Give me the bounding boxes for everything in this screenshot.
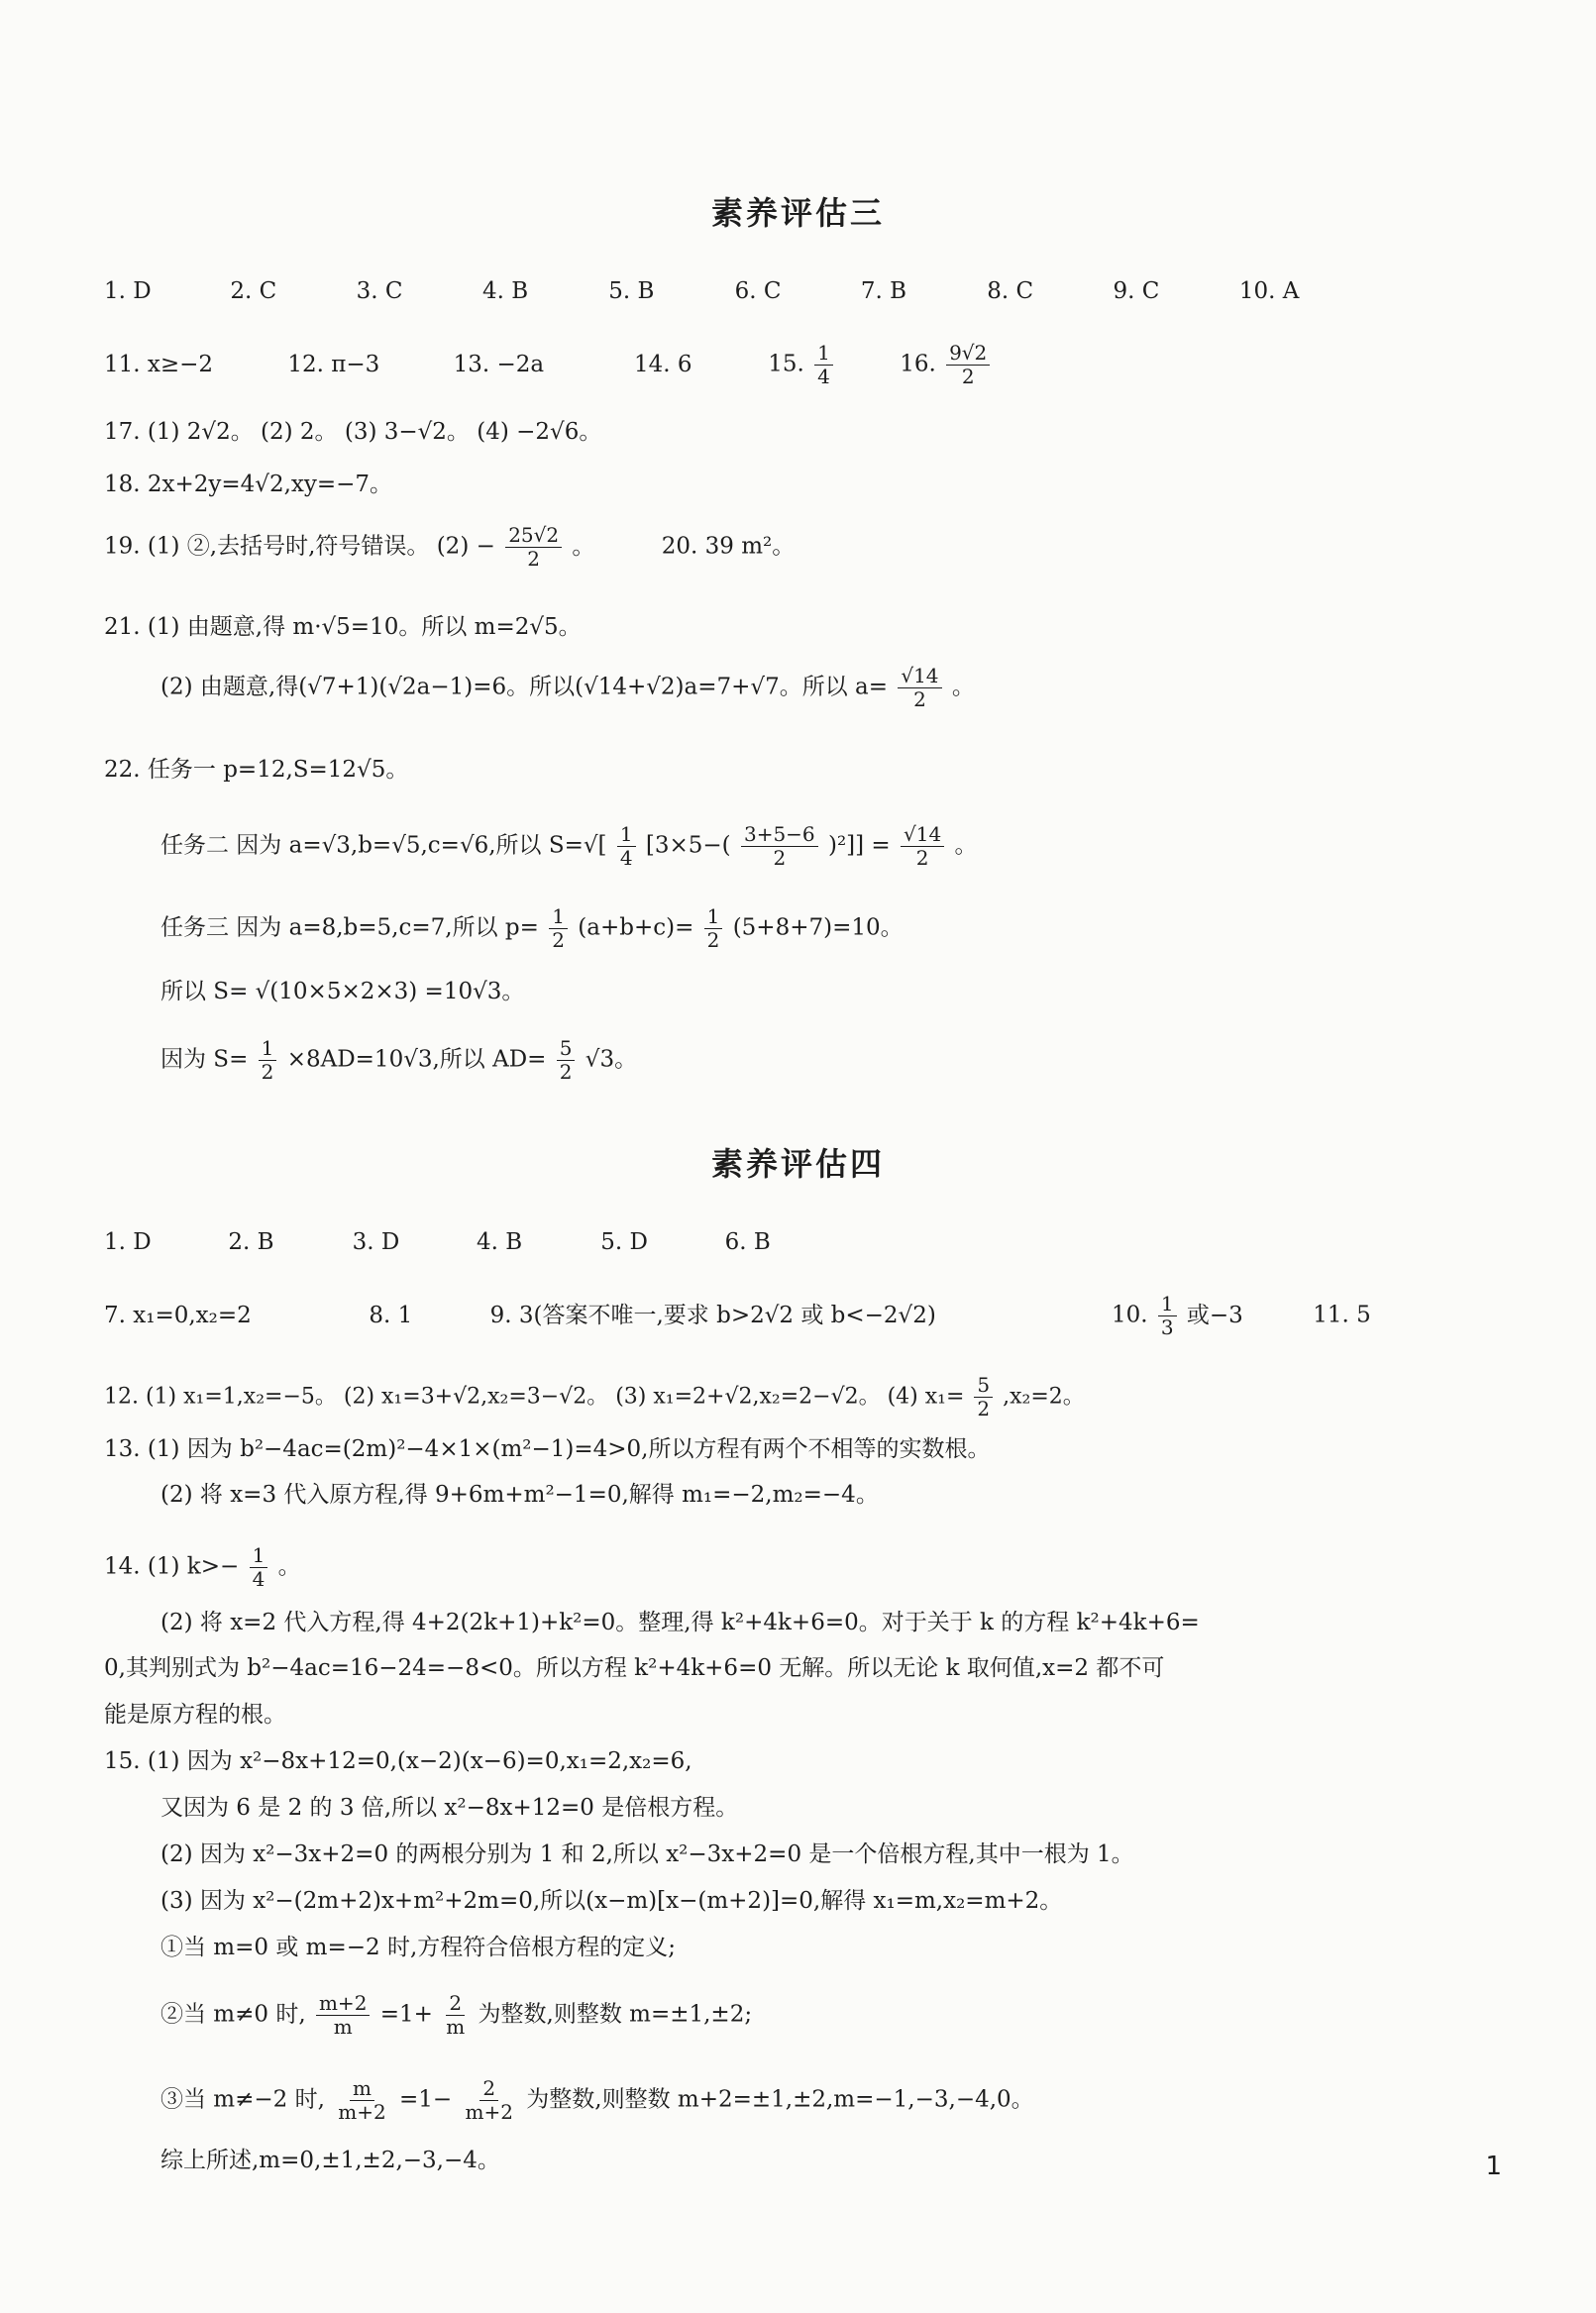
answer-13-part1: 13. (1) 因为 b²−4ac=(2m)²−4×1×(m²−1)=4>0,所以方程有两个不相等的实数根。 bbox=[104, 1436, 991, 1462]
numerator: 1 bbox=[617, 824, 636, 847]
case3-fraction-b bbox=[463, 2078, 516, 2123]
denominator: 2 bbox=[977, 1397, 991, 1420]
denominator: 4 bbox=[252, 1567, 266, 1591]
denominator: m+2 bbox=[338, 2100, 386, 2124]
answer-14-part2-line1: (2) 将 x=2 代入方程,得 4+2(2k+1)+k²=0。整理,得 k²+4k+6=0。对于关于 k 的方程 k²+4k+6= bbox=[160, 1610, 1200, 1635]
numerator: 25√2 bbox=[505, 525, 562, 548]
answer-9: 9. 3(答案不唯一,要求 b>2√2 或 b<−2√2) bbox=[489, 1302, 936, 1328]
answer-15-case3 bbox=[160, 2078, 1034, 2123]
answer-14-part2-line3: 能是原方程的根。 bbox=[104, 1702, 286, 1728]
denominator: m bbox=[333, 2015, 353, 2039]
answer-7: 7. x₁=0,x₂=2 bbox=[104, 1302, 252, 1328]
answer-11: 11. 5 bbox=[1313, 1302, 1371, 1328]
task2-fraction-result bbox=[901, 824, 944, 869]
section-4-mcq-answers bbox=[104, 1231, 771, 1254]
denominator: 4 bbox=[619, 846, 633, 870]
mcq-answer: 1. D bbox=[104, 278, 152, 304]
answer-21-part2 bbox=[160, 666, 975, 710]
answer-19-text: 19. (1) ②,去括号时,符号错误。 (2) − bbox=[104, 533, 495, 560]
mcq-answer: 5. D bbox=[600, 1229, 648, 1255]
answer-17: 17. (1) 2√2。 (2) 2。 (3) 3−√2。 (4) −2√6。 bbox=[104, 419, 602, 445]
denominator: 3 bbox=[1160, 1315, 1174, 1339]
task3-end: (5+8+7)=10。 bbox=[732, 914, 904, 941]
section-3-mcq-answers bbox=[104, 280, 1299, 303]
numerator: 3+5−6 bbox=[741, 824, 818, 847]
numerator: √14 bbox=[898, 666, 941, 688]
answer-11: 11. x≥−2 bbox=[104, 351, 214, 377]
answer-22-area: 所以 S= √(10×5×2×3) =10√3。 bbox=[160, 979, 525, 1004]
numerator: 1 bbox=[814, 343, 833, 366]
answer-22-task2 bbox=[160, 824, 978, 869]
answer-15-fraction bbox=[814, 343, 833, 387]
mcq-answer: 4. B bbox=[476, 1229, 523, 1255]
mcq-answer: 8. C bbox=[987, 278, 1034, 304]
section-3-title: 素养评估三 bbox=[710, 194, 885, 232]
numerator: m+2 bbox=[316, 1993, 370, 2016]
denominator: 2 bbox=[706, 928, 720, 952]
numerator: m bbox=[350, 2078, 374, 2101]
answer-10-end: 或−3 bbox=[1186, 1302, 1243, 1328]
answer-12: 12. π−3 bbox=[287, 351, 380, 377]
case2-text: ②当 m≠0 时, bbox=[160, 2001, 306, 2028]
section-4-fill-answers bbox=[104, 1294, 1371, 1338]
answer-12-text: 12. (1) x₁=1,x₂=−5。 (2) x₁=3+√2,x₂=3−√2。 (3) x₁=2+√2,x₂=2−√2。 (4) x₁= bbox=[104, 1384, 965, 1410]
ad-text: 因为 S= bbox=[160, 1046, 249, 1073]
denominator: 4 bbox=[817, 365, 830, 388]
numerator: 2 bbox=[446, 1993, 465, 2016]
mcq-answer: 6. B bbox=[724, 1229, 771, 1255]
denominator: 2 bbox=[915, 846, 929, 870]
section-3-fill-answers bbox=[104, 343, 993, 387]
answer-12-fraction bbox=[974, 1375, 993, 1419]
answer-15-case1: ①当 m=0 或 m=−2 时,方程符合倍根方程的定义; bbox=[160, 1935, 677, 1960]
answer-15-summary: 综上所述,m=0,±1,±2,−3,−4。 bbox=[160, 2148, 500, 2173]
denominator: 2 bbox=[913, 687, 926, 711]
answer-8: 8. 1 bbox=[369, 1302, 413, 1328]
mcq-answer: 1. D bbox=[104, 1229, 152, 1255]
ad-middle: ×8AD=10√3,所以 AD= bbox=[286, 1046, 547, 1073]
task2-fraction-quarter bbox=[617, 824, 636, 869]
answer-15-part2: (2) 因为 x²−3x+2=0 的两根分别为 1 和 2,所以 x²−3x+2=0 是一个倍根方程,其中一根为 1。 bbox=[160, 1841, 1134, 1867]
section-4-title: 素养评估四 bbox=[710, 1145, 885, 1183]
answer-12 bbox=[104, 1375, 1085, 1419]
mcq-answer: 6. C bbox=[734, 278, 782, 304]
answer-14-part2-line2: 0,其判别式为 b²−4ac=16−24=−8<0。所以方程 k²+4k+6=0 无解。所以无论 k 取何值,x=2 都不可 bbox=[104, 1655, 1165, 1681]
numerator: 2 bbox=[479, 2078, 498, 2101]
numerator: 1 bbox=[549, 906, 568, 929]
numerator: 1 bbox=[1158, 1294, 1177, 1316]
denominator: 2 bbox=[961, 365, 975, 388]
case3-fraction-a bbox=[335, 2078, 388, 2123]
mcq-answer: 2. B bbox=[228, 1229, 274, 1255]
ad-fraction-a bbox=[259, 1038, 277, 1083]
case2-fraction-a bbox=[316, 1993, 370, 2038]
answer-21-part2-text: (2) 由题意,得(√7+1)(√2a−1)=6。所以(√14+√2)a=7+√7。所以 a= bbox=[160, 674, 889, 700]
case2-fraction-b bbox=[443, 1993, 468, 2038]
denominator: m bbox=[446, 2015, 466, 2039]
answer-14-part1 bbox=[104, 1545, 301, 1590]
numerator: 1 bbox=[704, 906, 723, 929]
answer-21-fraction bbox=[898, 666, 941, 710]
numerator: 1 bbox=[259, 1038, 277, 1061]
answer-19-end: 。 bbox=[572, 533, 595, 560]
task3-middle: (a+b+c)= bbox=[578, 914, 694, 941]
mcq-answer: 3. C bbox=[356, 278, 403, 304]
answer-22-task3 bbox=[160, 906, 904, 951]
answer-14: 14. 6 bbox=[633, 351, 692, 377]
mcq-answer: 10. A bbox=[1238, 278, 1300, 304]
task3-text: 任务三 因为 a=8,b=5,c=7,所以 p= bbox=[160, 914, 539, 941]
numerator: √14 bbox=[901, 824, 944, 847]
answer-15-label: 15. bbox=[768, 351, 804, 377]
mcq-answer: 7. B bbox=[860, 278, 907, 304]
task3-fraction-a bbox=[549, 906, 568, 951]
denominator: 2 bbox=[559, 1060, 573, 1084]
task2-end: 。 bbox=[954, 832, 978, 859]
answer-16-fraction bbox=[946, 343, 990, 387]
denominator: m+2 bbox=[465, 2100, 513, 2124]
answer-20: 20. 39 m²。 bbox=[661, 533, 796, 560]
ad-end: √3。 bbox=[585, 1046, 638, 1073]
numerator: 9√2 bbox=[946, 343, 990, 366]
ad-fraction-b bbox=[557, 1038, 576, 1083]
task2-text: 任务二 因为 a=√3,b=√5,c=√6,所以 S=√[ bbox=[160, 832, 607, 859]
answer-10-fraction bbox=[1158, 1294, 1177, 1338]
mcq-answer: 9. C bbox=[1113, 278, 1160, 304]
denominator: 2 bbox=[261, 1060, 274, 1084]
case3-end: 为整数,则整数 m+2=±1,±2,m=−1,−3,−4,0。 bbox=[526, 2086, 1034, 2113]
answer-14-text: 14. (1) k>− bbox=[104, 1553, 240, 1580]
mcq-answer: 3. D bbox=[352, 1229, 400, 1255]
answer-12-end: ,x₂=2。 bbox=[1003, 1384, 1085, 1410]
task2-bracket: [3×5−( bbox=[645, 832, 731, 859]
answer-21-part1: 21. (1) 由题意,得 m·√5=10。所以 m=2√5。 bbox=[104, 614, 582, 640]
case3-middle: =1− bbox=[399, 2086, 453, 2113]
answer-22-ad bbox=[160, 1038, 637, 1083]
numerator: 1 bbox=[250, 1545, 268, 1568]
answer-22-task1: 22. 任务一 p=12,S=12√5。 bbox=[104, 757, 409, 783]
answer-14-fraction bbox=[250, 1545, 268, 1590]
answer-10-label: 10. bbox=[1111, 1302, 1148, 1328]
task2-bracket-close: )²]] = bbox=[827, 832, 891, 859]
answer-16-label: 16. bbox=[900, 351, 936, 377]
answer-13: 13. −2a bbox=[453, 351, 545, 377]
answer-21-end: 。 bbox=[951, 674, 975, 700]
denominator: 2 bbox=[527, 547, 541, 571]
case3-text: ③当 m≠−2 时, bbox=[160, 2086, 325, 2113]
task3-fraction-b bbox=[704, 906, 723, 951]
answer-15-case2 bbox=[160, 1993, 752, 2038]
answer-14-end: 。 bbox=[277, 1553, 301, 1580]
denominator: 2 bbox=[552, 928, 565, 952]
numerator: 5 bbox=[557, 1038, 576, 1061]
answer-18: 18. 2x+2y=4√2,xy=−7。 bbox=[104, 472, 393, 497]
answer-15-part1: 15. (1) 因为 x²−8x+12=0,(x−2)(x−6)=0,x₁=2,x₂=6, bbox=[104, 1748, 692, 1774]
answer-19-20 bbox=[104, 525, 795, 570]
case2-end: 为整数,则整数 m=±1,±2; bbox=[478, 2001, 753, 2028]
mcq-answer: 4. B bbox=[481, 278, 529, 304]
answer-19-fraction bbox=[505, 525, 562, 570]
case2-middle: =1+ bbox=[379, 2001, 433, 2028]
mcq-answer: 5. B bbox=[608, 278, 655, 304]
answer-15-part1b: 又因为 6 是 2 的 3 倍,所以 x²−8x+12=0 是倍根方程。 bbox=[160, 1795, 739, 1821]
task2-fraction-inner bbox=[741, 824, 818, 869]
numerator: 5 bbox=[974, 1375, 993, 1398]
denominator: 2 bbox=[773, 846, 787, 870]
answer-15-part3: (3) 因为 x²−(2m+2)x+m²+2m=0,所以(x−m)[x−(m+2)]=0,解得 x₁=m,x₂=m+2。 bbox=[160, 1888, 1063, 1914]
answer-13-part2: (2) 将 x=3 代入原方程,得 9+6m+m²−1=0,解得 m₁=−2,m₂=−4。 bbox=[160, 1482, 879, 1508]
page-number: 1 bbox=[1485, 2152, 1502, 2181]
mcq-answer: 2. C bbox=[230, 278, 277, 304]
